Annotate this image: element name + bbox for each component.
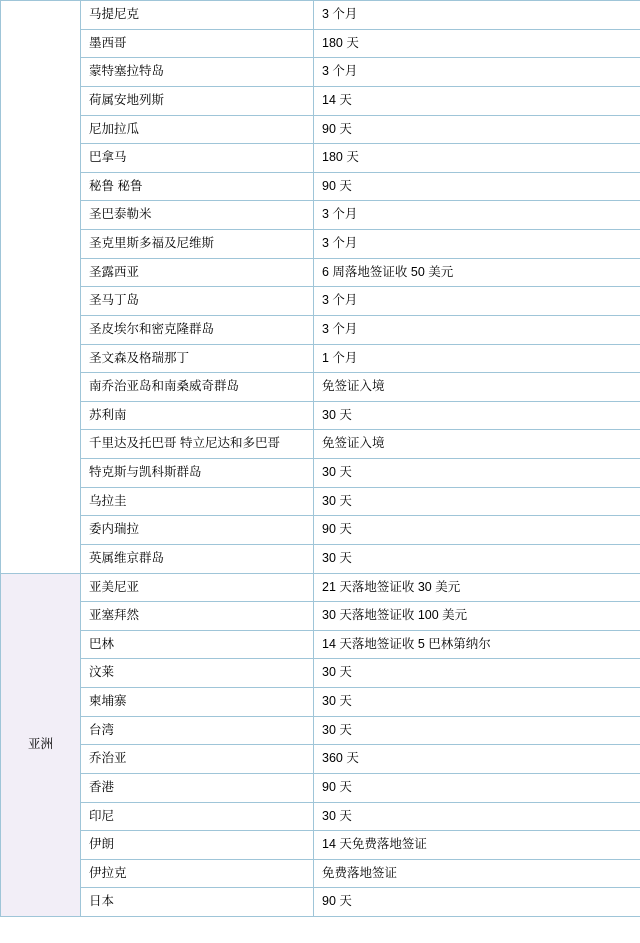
country-name: 台湾 <box>81 716 314 745</box>
stay-duration: 30 天落地签证收 100 美元 <box>314 602 640 631</box>
table-row <box>1 859 640 888</box>
stay-duration: 30 天 <box>314 659 640 688</box>
country-name: 伊拉克 <box>81 859 314 888</box>
stay-duration: 360 天 <box>314 745 640 774</box>
stay-duration: 30 天 <box>314 716 640 745</box>
stay-duration: 90 天 <box>314 773 640 802</box>
country-name: 伊朗 <box>81 831 314 860</box>
table-row <box>1 230 640 259</box>
table-row <box>1 58 640 87</box>
country-name: 圣文森及格瑞那丁 <box>81 344 314 373</box>
table-row <box>1 487 640 516</box>
region-label-asia: 亚洲 <box>1 573 81 917</box>
table-row <box>1 459 640 488</box>
country-name: 圣巴泰勒米 <box>81 201 314 230</box>
stay-duration: 14 天落地签证收 5 巴林第纳尔 <box>314 630 640 659</box>
country-name: 柬埔寨 <box>81 688 314 717</box>
country-name: 乌拉圭 <box>81 487 314 516</box>
country-name: 巴林 <box>81 630 314 659</box>
country-name: 圣皮埃尔和密克隆群岛 <box>81 315 314 344</box>
country-name: 墨西哥 <box>81 29 314 58</box>
stay-duration: 180 天 <box>314 144 640 173</box>
table-row <box>1 745 640 774</box>
country-name: 委内瑞拉 <box>81 516 314 545</box>
table-row <box>1 287 640 316</box>
stay-duration: 3 个月 <box>314 315 640 344</box>
table-row <box>1 115 640 144</box>
country-name: 印尼 <box>81 802 314 831</box>
table-row <box>1 29 640 58</box>
country-name: 蒙特塞拉特岛 <box>81 58 314 87</box>
country-name: 千里达及托巴哥 特立尼达和多巴哥 <box>81 430 314 459</box>
table-row <box>1 430 640 459</box>
country-name: 苏利南 <box>81 401 314 430</box>
stay-duration: 3 个月 <box>314 201 640 230</box>
table-row <box>1 659 640 688</box>
stay-duration: 21 天落地签证收 30 美元 <box>314 573 640 602</box>
table-row <box>1 802 640 831</box>
stay-duration: 90 天 <box>314 172 640 201</box>
stay-duration: 3 个月 <box>314 287 640 316</box>
country-name: 亚美尼亚 <box>81 573 314 602</box>
table-row <box>1 373 640 402</box>
country-name: 巴拿马 <box>81 144 314 173</box>
table-row <box>1 573 640 602</box>
country-name: 圣露西亚 <box>81 258 314 287</box>
stay-duration: 免签证入境 <box>314 430 640 459</box>
stay-duration: 3 个月 <box>314 58 640 87</box>
stay-duration: 免签证入境 <box>314 373 640 402</box>
country-name: 特克斯与凯科斯群岛 <box>81 459 314 488</box>
table-row <box>1 688 640 717</box>
stay-duration: 30 天 <box>314 401 640 430</box>
table-row <box>1 344 640 373</box>
table-row <box>1 544 640 573</box>
table-row <box>1 716 640 745</box>
stay-duration: 30 天 <box>314 459 640 488</box>
country-name: 乔治亚 <box>81 745 314 774</box>
table-row <box>1 773 640 802</box>
table-row <box>1 86 640 115</box>
stay-duration: 免费落地签证 <box>314 859 640 888</box>
table-body <box>1 1 640 917</box>
stay-duration: 30 天 <box>314 688 640 717</box>
table-row <box>1 401 640 430</box>
country-name: 马提尼克 <box>81 1 314 30</box>
region-cell-blank <box>1 1 81 574</box>
stay-duration: 90 天 <box>314 516 640 545</box>
country-name: 汶莱 <box>81 659 314 688</box>
country-name: 英属维京群岛 <box>81 544 314 573</box>
stay-duration: 3 个月 <box>314 230 640 259</box>
stay-duration: 14 天免费落地签证 <box>314 831 640 860</box>
table-row <box>1 258 640 287</box>
stay-duration: 30 天 <box>314 802 640 831</box>
stay-duration: 30 天 <box>314 487 640 516</box>
stay-duration: 180 天 <box>314 29 640 58</box>
table-row <box>1 516 640 545</box>
stay-duration: 90 天 <box>314 888 640 917</box>
country-name: 荷属安地列斯 <box>81 86 314 115</box>
stay-duration: 1 个月 <box>314 344 640 373</box>
stay-duration: 14 天 <box>314 86 640 115</box>
stay-duration: 3 个月 <box>314 1 640 30</box>
country-name: 香港 <box>81 773 314 802</box>
country-name: 亚塞拜然 <box>81 602 314 631</box>
country-name: 南乔治亚岛和南桑威奇群岛 <box>81 373 314 402</box>
stay-duration: 30 天 <box>314 544 640 573</box>
table-row <box>1 1 640 30</box>
table-row <box>1 888 640 917</box>
table-row <box>1 201 640 230</box>
country-name: 圣克里斯多福及尼维斯 <box>81 230 314 259</box>
table-row <box>1 144 640 173</box>
country-name: 日本 <box>81 888 314 917</box>
country-name: 圣马丁岛 <box>81 287 314 316</box>
country-name: 秘鲁 秘鲁 <box>81 172 314 201</box>
table-row <box>1 315 640 344</box>
table-row <box>1 172 640 201</box>
table-row <box>1 602 640 631</box>
table-row <box>1 630 640 659</box>
country-name: 尼加拉瓜 <box>81 115 314 144</box>
stay-duration: 90 天 <box>314 115 640 144</box>
stay-duration: 6 周落地签证收 50 美元 <box>314 258 640 287</box>
table-row <box>1 831 640 860</box>
